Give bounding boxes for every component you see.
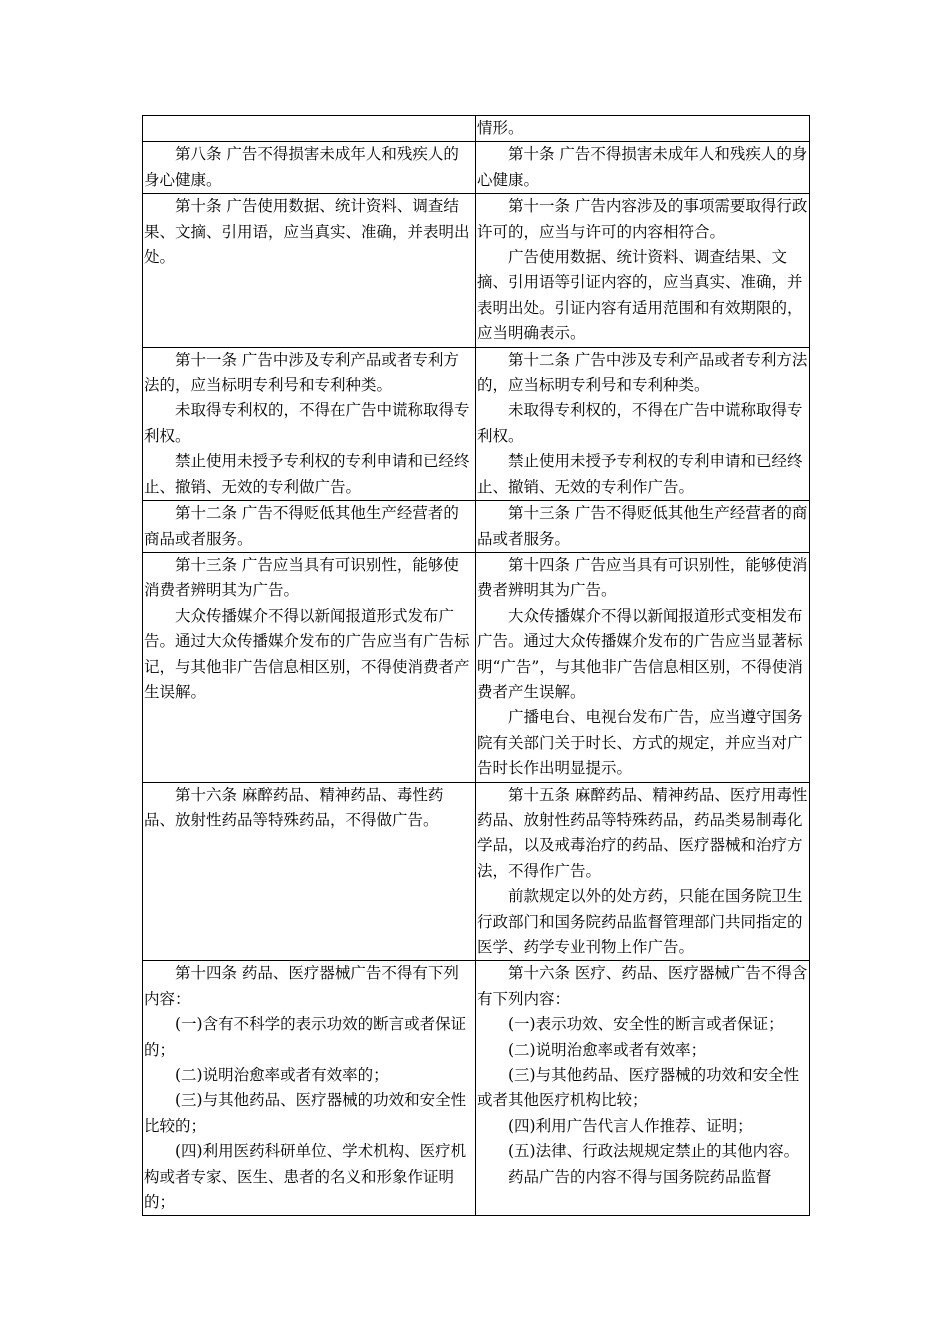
table-row bbox=[143, 116, 810, 142]
article-paragraph: (五)法律、行政法规规定禁止的其他内容。 bbox=[508, 1142, 800, 1161]
table-row bbox=[143, 961, 810, 1216]
old-law-cell bbox=[143, 961, 476, 1216]
article-paragraph: 第十五条 麻醉药品、精神药品、医疗用毒性药品、放射性药品等特殊药品，药品类易制毒化学品，以及戒毒治疗的药品、医疗器械和治疗方法，不得作广告。 bbox=[477, 785, 808, 880]
article-paragraph: 第十条 广告不得损害未成年人和残疾人的身心健康。 bbox=[477, 145, 808, 189]
article-paragraph: (一)表示功效、安全性的断言或者保证； bbox=[508, 1015, 784, 1034]
article-paragraph: (四)利用广告代言人作推荐、证明； bbox=[508, 1116, 753, 1135]
table-row bbox=[143, 347, 810, 500]
article-paragraph: 未取得专利权的，不得在广告中谎称取得专利权。 bbox=[144, 401, 470, 445]
article-paragraph: (三)与其他药品、医疗器械的功效和安全性比较的； bbox=[144, 1091, 467, 1135]
article-paragraph: 第十三条 广告不得贬低其他生产经营者的商品或者服务。 bbox=[477, 504, 808, 548]
new-law-cell bbox=[476, 961, 810, 1216]
old-law-cell bbox=[143, 347, 476, 500]
new-law-cell bbox=[476, 552, 810, 782]
new-law-cell bbox=[476, 116, 810, 142]
new-law-cell bbox=[476, 142, 810, 194]
article-paragraph: 第十二条 广告不得贬低其他生产经营者的商品或者服务。 bbox=[144, 504, 459, 548]
old-law-cell bbox=[143, 142, 476, 194]
table-row bbox=[143, 552, 810, 782]
old-law-cell bbox=[143, 782, 476, 961]
article-paragraph: 第十六条 医疗、药品、医疗器械广告不得含有下列内容： bbox=[477, 964, 808, 1008]
article-paragraph: 第十二条 广告中涉及专利产品或者专利方法的，应当标明专利号和专利种类。 bbox=[477, 350, 808, 395]
table-row bbox=[143, 501, 810, 553]
table-row bbox=[143, 142, 810, 194]
article-paragraph: 情形。 bbox=[477, 119, 524, 137]
article-paragraph: 禁止使用未授予专利权的专利申请和已经终止、撤销、无效的专利作广告。 bbox=[477, 452, 803, 496]
old-law-cell bbox=[143, 501, 476, 553]
article-paragraph: 第十六条 麻醉药品、精神药品、毒性药品、放射性药品等特殊药品，不得做广告。 bbox=[144, 785, 444, 829]
article-paragraph: 大众传播媒介不得以新闻报道形式变相发布广告。通过大众传播媒介发布的广告应当显著标明“广告”，与其他非广告信息相区别，不得使消费者产生误解。 bbox=[477, 606, 803, 701]
article-paragraph: 大众传播媒介不得以新闻报道形式发布广告。通过大众传播媒介发布的广告应当有广告标记，与其他非广告信息相区别，不得使消费者产生误解。 bbox=[144, 606, 470, 701]
new-law-cell bbox=[476, 501, 810, 553]
new-law-cell bbox=[476, 782, 810, 961]
new-law-cell bbox=[476, 194, 810, 347]
old-law-cell bbox=[143, 116, 476, 142]
law-comparison-table bbox=[142, 115, 810, 1216]
article-paragraph: (二)说明治愈率或者有效率的； bbox=[175, 1066, 389, 1085]
article-paragraph: 第十三条 广告应当具有可识别性，能够使消费者辨明其为广告。 bbox=[144, 555, 459, 600]
article-paragraph: 广告使用数据、统计资料、调查结果、文摘、引用语等引证内容的，应当真实、准确，并表明出处。引证内容有适用范围和有效期限的，应当明确表示。 bbox=[477, 248, 803, 343]
new-law-cell bbox=[476, 347, 810, 500]
old-law-cell bbox=[143, 552, 476, 782]
article-paragraph: 第八条 广告不得损害未成年人和残疾人的身心健康。 bbox=[144, 145, 459, 189]
article-paragraph: 禁止使用未授予专利权的专利申请和已经终止、撤销、无效的专利做广告。 bbox=[144, 452, 470, 496]
article-paragraph: 第十一条 广告内容涉及的事项需要取得行政许可的，应当与许可的内容相符合。 bbox=[477, 197, 808, 241]
article-paragraph: 第十一条 广告中涉及专利产品或者专利方法的，应当标明专利号和专利种类。 bbox=[144, 350, 459, 395]
article-paragraph: 第十四条 广告应当具有可识别性，能够使消费者辨明其为广告。 bbox=[477, 555, 808, 600]
table-row bbox=[143, 782, 810, 961]
article-paragraph: (一)含有不科学的表示功效的断言或者保证的； bbox=[144, 1015, 467, 1059]
article-paragraph: 药品广告的内容不得与国务院药品监督 bbox=[508, 1167, 772, 1186]
article-paragraph: (四)利用医药科研单位、学术机构、医疗机构或者专家、医生、患者的名义和形象作证明的； bbox=[144, 1142, 467, 1212]
article-paragraph: (三)与其他药品、医疗器械的功效和安全性或者其他医疗机构比较； bbox=[477, 1066, 800, 1110]
article-paragraph: 第十四条 药品、医疗器械广告不得有下列内容： bbox=[144, 964, 459, 1008]
article-paragraph: 广播电台、电视台发布广告，应当遵守国务院有关部门关于时长、方式的规定，并应当对广告时长作出明显提示。 bbox=[477, 708, 803, 778]
article-paragraph: 未取得专利权的，不得在广告中谎称取得专利权。 bbox=[477, 401, 803, 445]
table-row bbox=[143, 194, 810, 347]
article-paragraph: 前款规定以外的处方药，只能在国务院卫生行政部门和国务院药品监督管理部门共同指定的医学、药学专业刊物上作广告。 bbox=[477, 887, 803, 956]
old-law-cell bbox=[143, 194, 476, 347]
article-paragraph: (二)说明治愈率或者有效率； bbox=[508, 1040, 707, 1059]
article-paragraph: 第十条 广告使用数据、统计资料、调查结果、文摘、引用语，应当真实、准确，并表明出处。 bbox=[144, 197, 470, 267]
